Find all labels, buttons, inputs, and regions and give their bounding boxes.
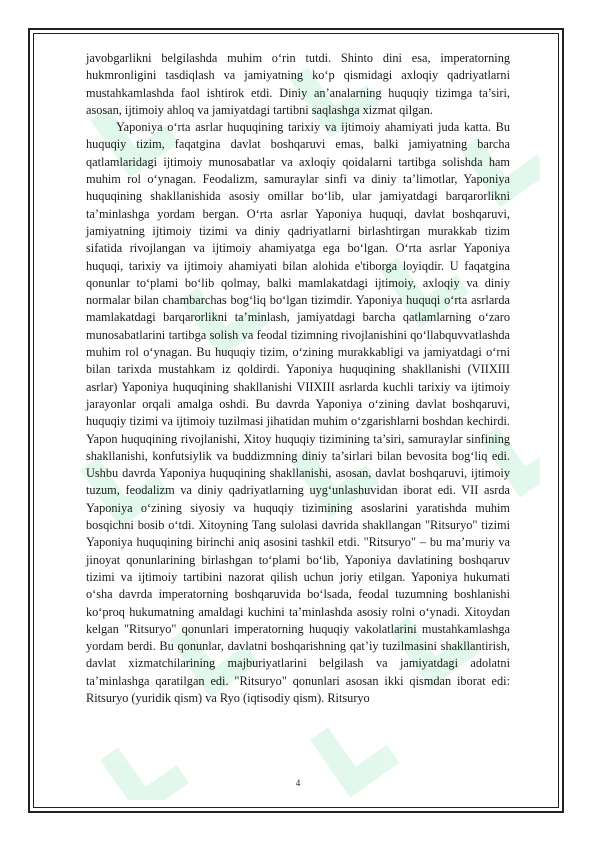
paragraph-2: Yaponiya o‘rta asrlar huquqining tarixiy va ijtimoiy ahamiyati juda katta. Bu huquqiy tizim, faqatgina davlat boshqaruvi emas, balki jamiyatning barcha qatlamlaridagi ijtimoiy munosabatlar va axloqiy qoidalarni tartibga solishda ham muhim rol o‘ynagan. Feodalizm, samuraylar sinfi va diniy ta’limotlar, Yaponiya huquqining shakllanishida asosiy omillar bo‘lib, ular jamiyatdagi barqarorlikni ta’minlashga yordam bergan. O‘rta asrlar Yaponiya huquqi, davlat boshqaruvi, jamiyatning ijtimoiy tizimi va diniy qadriyatlarni birlashtirgan murakkab tizim sifatida rivojlangan va ijtimoiy ahamiyatga ega bo‘lgan. O‘rta asrlar Yaponiya huquqi, tarixiy va ijtimoiy ahamiyati bilan alohida e'tiborga loyiqdir. U faqatgina qonunlar to‘plami bo‘lib qolmay, balki mamlakatdagi ijtimoiy, axloqiy va diniy normalar bilan chambarchas bog‘liq bo‘lgan tizimdir. Yaponiya huquqi o‘rta asrlarda mamlakatdagi barqarorlikni ta’minlash, jamiyatdagi barcha qatlamlarning o‘zaro munosabatlarini tartibga solish va feodal tizimning rivojlanishini qo‘llabquvvatlashda muhim rol o‘ynagan. Bu huquqiy tizim, o‘zining murakkabligi va jamiyatdagi o‘rni bilan tarixda mustahkam iz qoldirdi. Yaponiya huquqining shakllanishi (VIIXIII asrlar) Yaponiya huquqining shakllanishi VIIXIII asrlarda kuchli tarixiy va ijtimoiy jarayonlar orqali amalga oshdi. Bu davrda Yaponiya o‘zining davlat boshqaruvi, huquqiy tizimi va ijtimoiy tuzilmasi jihatidan muhim o‘zgarishlarni boshdan kechirdi. Yapon huquqining rivojlanishi, Xitoy huquqiy tizimining ta’siri, samuraylar sinfining shakllanishi, konfutsiylik va buddizmning diniy ta’sirlari bilan bevosita bog‘liq edi. Ushbu davrda Yaponiya huquqining shakllanishi, asosan, davlat boshqaruvi, ijtimoiy tuzum, feodalizm va diniy qadriyatlarning uyg‘unlashuvidan iborat edi. VII asrda Yaponiya o‘zining siyosiy va huquqiy tizimining asoslarini yaratishda muhim bosqichni bosib o‘tdi. Xitoyning Tang sulolasi davrida shakllangan "Ritsuryo" tizimi Yaponiya huquqining birinchi aniq asosini tashkil etdi. "Ritsuryo" – bu ma’muriy va jinoyat qonunlarining birlashgan to‘plami bo‘lib, Yaponiya davlatining boshqaruv tizimi va ijtimoiy tartibini nazorat qilish uchun joriy etilgan. Yaponiya hukumati o‘sha davrda imperatorning boshqaruvida bo‘lsada, feodal tuzumning boshlanishi ko‘proq hukumatning amaldagi kuchini ta’minlashda asosiy rolni o‘ynadi. Xitoydan kelgan "Ritsuryo" qonunlari imperatorning huquqiy vakolatlarini mustahkamlashga yordam berdi. Bu qonunlar, davlatni boshqarishning qat’iy tuzilmasini shakllantirish, davlat xizmatchilarining majburiyatlarini belgilash va jamiyatdagi adolatni ta’minlashga qaratilgan edi. "Ritsuryo" qonunlari asosan ikki qismdan iborat edi: Ritsuryo (yuridik qism) va Ryo (iqtisodiy qism). Ritsuryo [86, 120, 510, 705]
paragraph-1: javobgarlikni belgilashda muhim o‘rin tutdi. Shinto dini esa, imperatorning hukmronligini tasdiqlash va jamiyatning ko‘p qismidagi axloqiy qadriyatlarni mustahkamlashda faol ishtirok etdi. Diniy an’analarning huquqiy tizimga ta’siri, asosan, ijtimoiy ahloq va jamiyatdagi tartibni saqlashga xizmat qilgan. [86, 51, 510, 117]
document-body [86, 50, 510, 707]
page-number: 4 [295, 778, 301, 788]
